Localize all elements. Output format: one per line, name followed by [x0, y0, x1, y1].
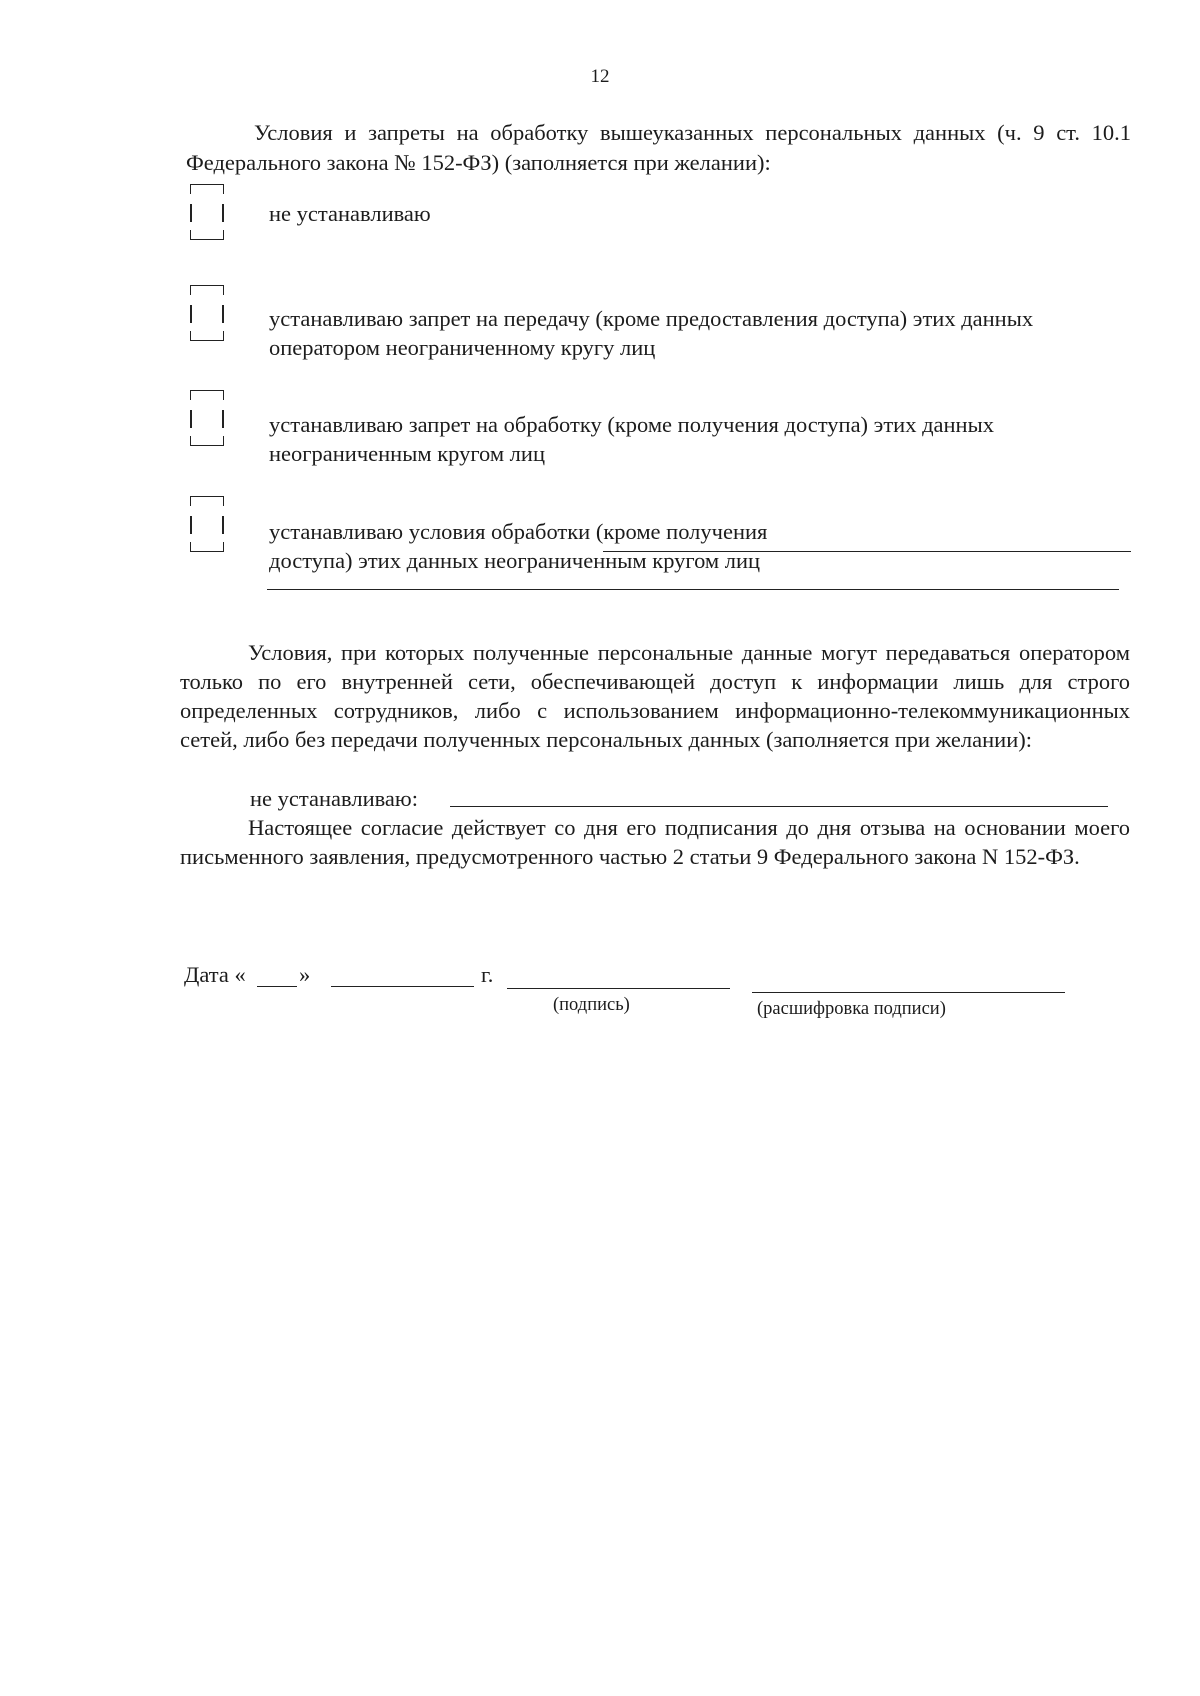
validity-paragraph: Настоящее согласие действует со дня его подписания до дня отзыва на основании моего письменного заявления, предусмотренного частью 2 статьи 9 Федерального закона N 152-ФЗ.	[180, 815, 1130, 869]
decoding-caption: (расшифровка подписи)	[757, 999, 946, 1019]
conditions-fill-line-1[interactable]	[603, 551, 1131, 552]
date-close-quote: »	[299, 962, 311, 987]
transfer-conditions-paragraph: Условия, при которых полученные персональные данные могут передаваться оператором только по его внутренней сети, обеспечивающей доступ к информации лишь для строго определенных сотрудников, либо с использованием информационно-телекоммуникационных сетей, либо без передачи полученных персональных данных (заполняется при желании):	[180, 640, 1130, 752]
checkbox-processing-conditions[interactable]	[190, 496, 224, 552]
page-number: 12	[590, 66, 610, 87]
conditions-fill-line-2[interactable]	[267, 589, 1119, 590]
option-label-processing-ban: устанавливаю запрет на обработку (кроме получения доступа) этих данных неограниченным кругом лиц	[269, 412, 994, 466]
year-suffix: г.	[481, 962, 494, 987]
checkbox-transfer-ban[interactable]	[190, 285, 224, 341]
option-label-processing-conditions: устанавливаю условия обработки (кроме получения доступа) этих данных неограниченным кругом лиц	[269, 519, 768, 573]
checkbox-not-set[interactable]	[190, 184, 224, 240]
not-set-label: не устанавливаю:	[250, 786, 418, 811]
checkbox-processing-ban[interactable]	[190, 390, 224, 446]
month-field[interactable]	[331, 986, 474, 987]
option-label-not-set: не устанавливаю	[269, 201, 431, 226]
date-label: Дата «	[184, 962, 246, 987]
not-set-fill-line[interactable]	[450, 806, 1108, 807]
signature-field[interactable]	[507, 988, 730, 989]
option-label-transfer-ban: устанавливаю запрет на передачу (кроме предоставления доступа) этих данных оператором неограниченному кругу лиц	[269, 306, 1034, 360]
signature-decoding-field[interactable]	[752, 992, 1065, 993]
intro-paragraph: Условия и запреты на обработку вышеуказанных персональных данных (ч. 9 ст. 10.1 Федерального закона № 152-ФЗ) (заполняется при желании):	[186, 120, 1131, 175]
signature-caption: (подпись)	[553, 995, 630, 1015]
day-field[interactable]	[257, 986, 297, 987]
